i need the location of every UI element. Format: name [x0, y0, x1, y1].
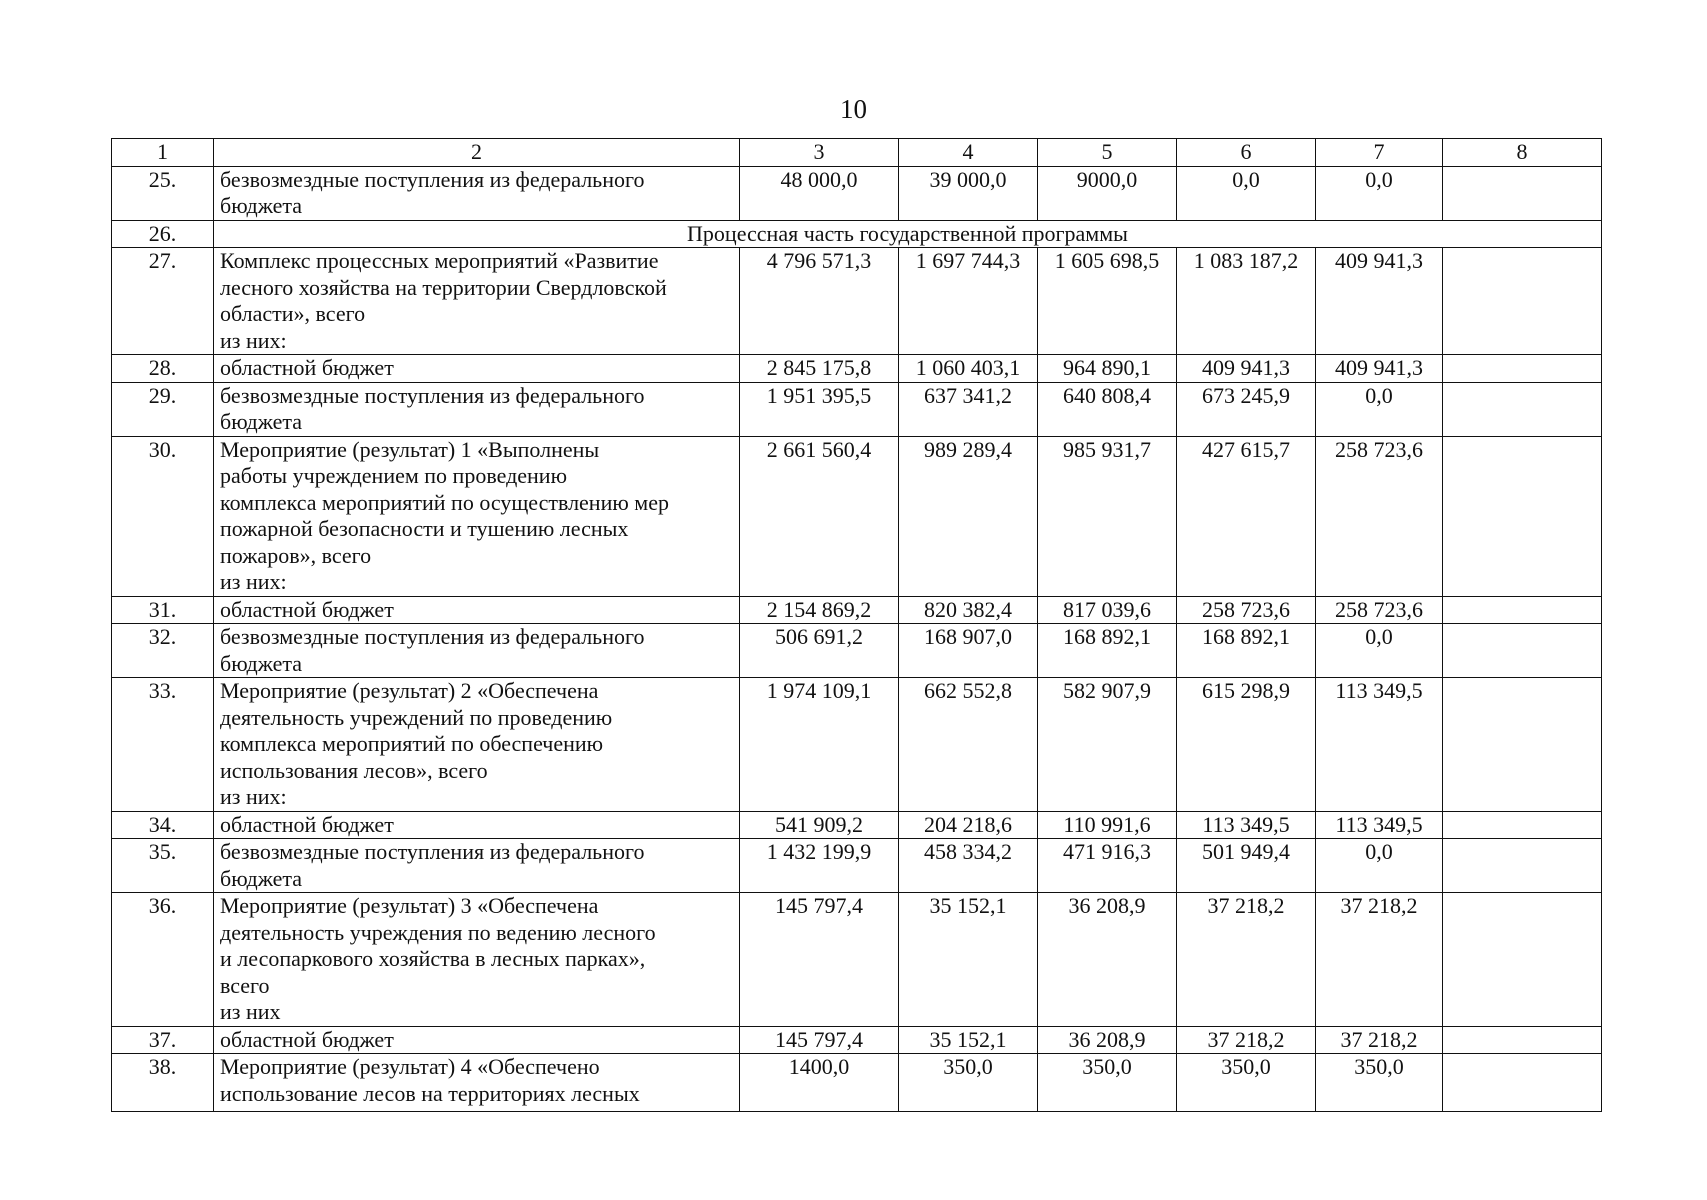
value-cell-col4: 35 152,1: [899, 1026, 1038, 1054]
value-cell-col4: 637 341,2: [899, 382, 1038, 436]
page-number: 10: [840, 94, 867, 124]
value-cell-col8: [1443, 624, 1602, 678]
budget-table: [111, 138, 1602, 1112]
value-cell-col7: 37 218,2: [1316, 1026, 1443, 1054]
row-description: Мероприятие (результат) 2 «Обеспечена деятельность учреждений по проведению комплекса мероприятий по обеспечению использования лесов», всего из них:: [214, 678, 740, 812]
value-cell-col5: 110 991,6: [1038, 811, 1177, 839]
row-description: областной бюджет: [214, 811, 740, 839]
value-cell-col5: 36 208,9: [1038, 1026, 1177, 1054]
row-description: безвозмездные поступления из федерального бюджета: [214, 166, 740, 220]
value-cell-col8: [1443, 436, 1602, 596]
row-number: 29.: [112, 382, 214, 436]
value-cell-col3: 1 974 109,1: [740, 678, 899, 812]
table-row: [112, 382, 1602, 436]
value-cell-col5: 168 892,1: [1038, 624, 1177, 678]
value-cell-col7: 0,0: [1316, 166, 1443, 220]
section-row: [112, 220, 1602, 248]
value-cell-col3: 2 661 560,4: [740, 436, 899, 596]
value-cell-col6: 427 615,7: [1177, 436, 1316, 596]
row-description: областной бюджет: [214, 596, 740, 624]
value-cell-col4: 39 000,0: [899, 166, 1038, 220]
value-cell-col5: 640 808,4: [1038, 382, 1177, 436]
value-cell-col6: 258 723,6: [1177, 596, 1316, 624]
value-cell-col8: [1443, 893, 1602, 1027]
value-cell-col6: 350,0: [1177, 1054, 1316, 1112]
row-description: безвозмездные поступления из федерального бюджета: [214, 624, 740, 678]
table-row: [112, 624, 1602, 678]
row-number: 32.: [112, 624, 214, 678]
value-cell-col7: 0,0: [1316, 624, 1443, 678]
row-number: 30.: [112, 436, 214, 596]
value-cell-col5: 582 907,9: [1038, 678, 1177, 812]
section-title: Процессная часть государственной программы: [214, 220, 1602, 248]
table-row: [112, 893, 1602, 1027]
row-number: 28.: [112, 355, 214, 383]
table-row: [112, 596, 1602, 624]
row-number: 34.: [112, 811, 214, 839]
row-number: 27.: [112, 248, 214, 355]
value-cell-col8: [1443, 355, 1602, 383]
value-cell-col4: 458 334,2: [899, 839, 1038, 893]
value-cell-col5: 471 916,3: [1038, 839, 1177, 893]
value-cell-col6: 168 892,1: [1177, 624, 1316, 678]
value-cell-col3: 1 432 199,9: [740, 839, 899, 893]
value-cell-col3: 1 951 395,5: [740, 382, 899, 436]
row-number: 33.: [112, 678, 214, 812]
value-cell-col5: 964 890,1: [1038, 355, 1177, 383]
value-cell-col3: 4 796 571,3: [740, 248, 899, 355]
value-cell-col6: 37 218,2: [1177, 1026, 1316, 1054]
column-header-row: [112, 139, 1602, 167]
value-cell-col8: [1443, 1054, 1602, 1112]
row-number: 38.: [112, 1054, 214, 1112]
row-number: 31.: [112, 596, 214, 624]
value-cell-col6: 615 298,9: [1177, 678, 1316, 812]
row-number: 26.: [112, 220, 214, 248]
value-cell-col3: 506 691,2: [740, 624, 899, 678]
value-cell-col5: 9000,0: [1038, 166, 1177, 220]
value-cell-col7: 0,0: [1316, 839, 1443, 893]
table-row: [112, 1054, 1602, 1112]
value-cell-col3: 145 797,4: [740, 893, 899, 1027]
value-cell-col5: 350,0: [1038, 1054, 1177, 1112]
column-header: 4: [899, 139, 1038, 167]
value-cell-col3: 541 909,2: [740, 811, 899, 839]
value-cell-col7: 37 218,2: [1316, 893, 1443, 1027]
value-cell-col7: 258 723,6: [1316, 596, 1443, 624]
value-cell-col4: 350,0: [899, 1054, 1038, 1112]
row-description: областной бюджет: [214, 1026, 740, 1054]
value-cell-col6: 673 245,9: [1177, 382, 1316, 436]
value-cell-col6: 37 218,2: [1177, 893, 1316, 1027]
value-cell-col8: [1443, 839, 1602, 893]
value-cell-col6: 409 941,3: [1177, 355, 1316, 383]
column-header: 1: [112, 139, 214, 167]
table-row: [112, 248, 1602, 355]
table-row: [112, 355, 1602, 383]
value-cell-col8: [1443, 1026, 1602, 1054]
row-number: 25.: [112, 166, 214, 220]
row-description: безвозмездные поступления из федерального бюджета: [214, 382, 740, 436]
value-cell-col4: 820 382,4: [899, 596, 1038, 624]
value-cell-col7: 409 941,3: [1316, 248, 1443, 355]
row-number: 37.: [112, 1026, 214, 1054]
column-header: 5: [1038, 139, 1177, 167]
value-cell-col6: 1 083 187,2: [1177, 248, 1316, 355]
row-description: областной бюджет: [214, 355, 740, 383]
row-description: безвозмездные поступления из федерального бюджета: [214, 839, 740, 893]
value-cell-col5: 1 605 698,5: [1038, 248, 1177, 355]
row-number: 35.: [112, 839, 214, 893]
value-cell-col7: 113 349,5: [1316, 678, 1443, 812]
value-cell-col3: 2 845 175,8: [740, 355, 899, 383]
value-cell-col7: 258 723,6: [1316, 436, 1443, 596]
table-row: [112, 1026, 1602, 1054]
column-header: 3: [740, 139, 899, 167]
value-cell-col4: 1 060 403,1: [899, 355, 1038, 383]
value-cell-col4: 989 289,4: [899, 436, 1038, 596]
value-cell-col3: 145 797,4: [740, 1026, 899, 1054]
value-cell-col6: 113 349,5: [1177, 811, 1316, 839]
value-cell-col7: 350,0: [1316, 1054, 1443, 1112]
value-cell-col7: 0,0: [1316, 382, 1443, 436]
row-description: Мероприятие (результат) 4 «Обеспечено использование лесов на территориях лесных: [214, 1054, 740, 1112]
value-cell-col4: 1 697 744,3: [899, 248, 1038, 355]
value-cell-col4: 204 218,6: [899, 811, 1038, 839]
table-row: [112, 678, 1602, 812]
column-header: 6: [1177, 139, 1316, 167]
value-cell-col4: 168 907,0: [899, 624, 1038, 678]
value-cell-col6: 0,0: [1177, 166, 1316, 220]
column-header: 7: [1316, 139, 1443, 167]
table-row: [112, 436, 1602, 596]
value-cell-col8: [1443, 248, 1602, 355]
row-description: Комплекс процессных мероприятий «Развитие лесного хозяйства на территории Свердловской области», всего из них:: [214, 248, 740, 355]
value-cell-col5: 36 208,9: [1038, 893, 1177, 1027]
value-cell-col3: 48 000,0: [740, 166, 899, 220]
value-cell-col3: 2 154 869,2: [740, 596, 899, 624]
row-number: 36.: [112, 893, 214, 1027]
row-description: Мероприятие (результат) 1 «Выполнены работы учреждением по проведению комплекса мероприятий по осуществлению мер пожарной безопасности и тушению лесных пожаров», всего из них:: [214, 436, 740, 596]
value-cell-col4: 35 152,1: [899, 893, 1038, 1027]
value-cell-col3: 1400,0: [740, 1054, 899, 1112]
value-cell-col8: [1443, 166, 1602, 220]
column-header: 2: [214, 139, 740, 167]
table-row: [112, 166, 1602, 220]
table-row: [112, 811, 1602, 839]
value-cell-col7: 409 941,3: [1316, 355, 1443, 383]
value-cell-col4: 662 552,8: [899, 678, 1038, 812]
value-cell-col8: [1443, 811, 1602, 839]
column-header: 8: [1443, 139, 1602, 167]
table-body: [112, 139, 1602, 1112]
table-row: [112, 839, 1602, 893]
value-cell-col5: 985 931,7: [1038, 436, 1177, 596]
value-cell-col8: [1443, 596, 1602, 624]
row-description: Мероприятие (результат) 3 «Обеспечена деятельность учреждения по ведению лесного и лесопаркового хозяйства в лесных парках», всего из них: [214, 893, 740, 1027]
value-cell-col7: 113 349,5: [1316, 811, 1443, 839]
value-cell-col5: 817 039,6: [1038, 596, 1177, 624]
value-cell-col6: 501 949,4: [1177, 839, 1316, 893]
value-cell-col8: [1443, 678, 1602, 812]
value-cell-col8: [1443, 382, 1602, 436]
